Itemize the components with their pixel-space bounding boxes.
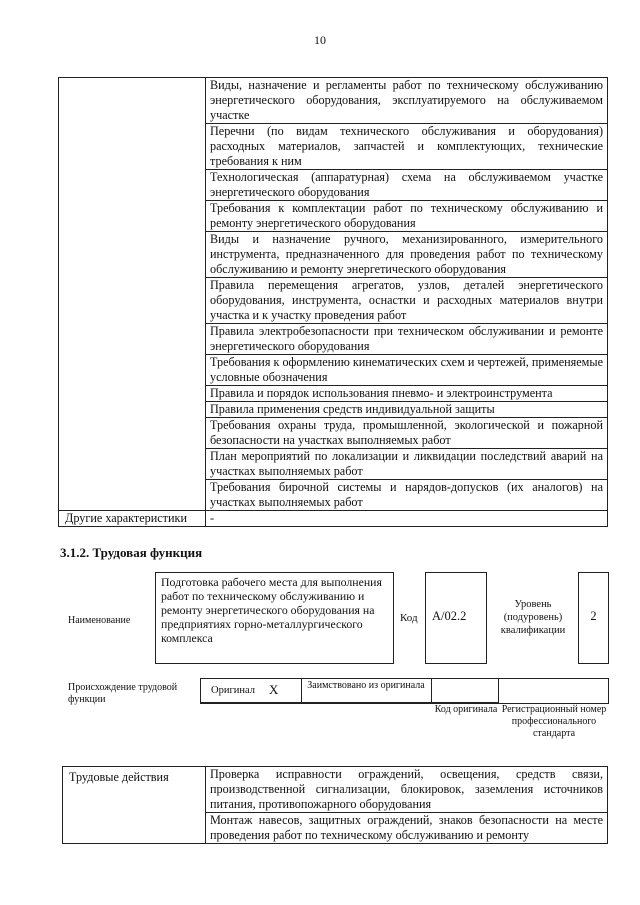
actions-label: Трудовые действия [63, 767, 206, 844]
code-value: А/02.2 [432, 609, 467, 623]
knowledge-label-cell [59, 78, 206, 511]
knowledge-item: Правила применения средств индивидуальной защиты [206, 402, 608, 418]
section-heading: 3.1.2. Трудовая функция [60, 545, 203, 560]
other-characteristics-row [59, 511, 608, 527]
page-number: 10 [314, 33, 326, 47]
knowledge-row [59, 78, 608, 124]
code-box [425, 572, 487, 664]
code-label: Код [400, 612, 418, 624]
action-item: Монтаж навесов, защитных ограждений, знаков безопасности на месте проведения работ по техническому обслуживанию и ремонту [206, 813, 608, 844]
knowledge-item: Требования к оформлению кинематических схем и чертежей, применяемые условные обозначения [206, 355, 608, 386]
knowledge-table [58, 77, 608, 527]
knowledge-item: Требования охраны труда, промышленной, экологической и пожарной безопасности на участках выполняемых работ [206, 418, 608, 449]
knowledge-item: Требования бирочной системы и нарядов-допусков (их аналогов) на участках выполняемых работ [206, 480, 608, 511]
origin-underline [200, 702, 498, 703]
knowledge-item: Виды и назначение ручного, механизированного, измерительного инструмента, предназначенного для проведения работ по техническому обслуживанию и ремонту энергетического оборудования [206, 232, 608, 278]
origin-label: Происхождение трудовой функции [68, 682, 178, 705]
knowledge-item: Виды, назначение и регламенты работ по техническому обслуживанию энергетического оборудования, эксплуатируемого на обслуживаемом участке [206, 78, 608, 124]
origin-code-label: Код оригинала [434, 704, 498, 715]
borrowed-cell [301, 679, 432, 703]
knowledge-item: Правила перемещения агрегатов, узлов, деталей энергетического оборудования, инструмента, оснастки и расходных материалов внутри участка и к участку проведения работ [206, 278, 608, 324]
actions-table [62, 766, 608, 844]
level-box [578, 572, 609, 664]
other-characteristics-label: Другие характеристики [59, 511, 206, 527]
level-value: 2 [590, 609, 597, 623]
origin-row [200, 678, 609, 704]
other-characteristics-value: - [206, 511, 608, 527]
name-label: Наименование [68, 615, 131, 626]
knowledge-item: Правила и порядок использования пневмо- и электроинструмента [206, 386, 608, 402]
knowledge-item: План мероприятий по локализации и ликвидации последствий аварий на участках выполняемых работ [206, 449, 608, 480]
original-label: Оригинал [211, 685, 255, 696]
original-mark: Х [269, 682, 279, 697]
function-title-box [155, 572, 394, 664]
origin-code-cell [432, 679, 499, 703]
knowledge-item: Перечни (по видам технического обслуживания и оборудования) расходных материалов, запчастей и комплектующих, технические требования к ним [206, 124, 608, 170]
function-title: Подготовка рабочего места для выполнения работ по техническому обслуживанию и ремонту энергетического оборудования на предприятиях горно-металлургического комплекса [161, 575, 382, 645]
original-cell [201, 679, 302, 703]
borrowed-label: Заимствовано из оригинала [307, 680, 425, 691]
level-label: Уровень (подуровень) квалификации [500, 599, 566, 636]
knowledge-item: Требования к комплектации работ по техническому обслуживанию и ремонту энергетического оборудования [206, 201, 608, 232]
knowledge-item: Правила электробезопасности при техническом обслуживании и ремонте энергетического оборудования [206, 324, 608, 355]
reg-number-label: Регистрационный номер профессионального стандарта [501, 704, 607, 739]
action-row [63, 767, 608, 813]
action-item: Проверка исправности ограждений, освещения, средств связи, производственной сигнализации, блокировок, заземления источников питания, противопожарного оборудования [206, 767, 608, 813]
knowledge-item: Технологическая (аппаратурная) схема на обслуживаемом участке энергетического оборудования [206, 170, 608, 201]
